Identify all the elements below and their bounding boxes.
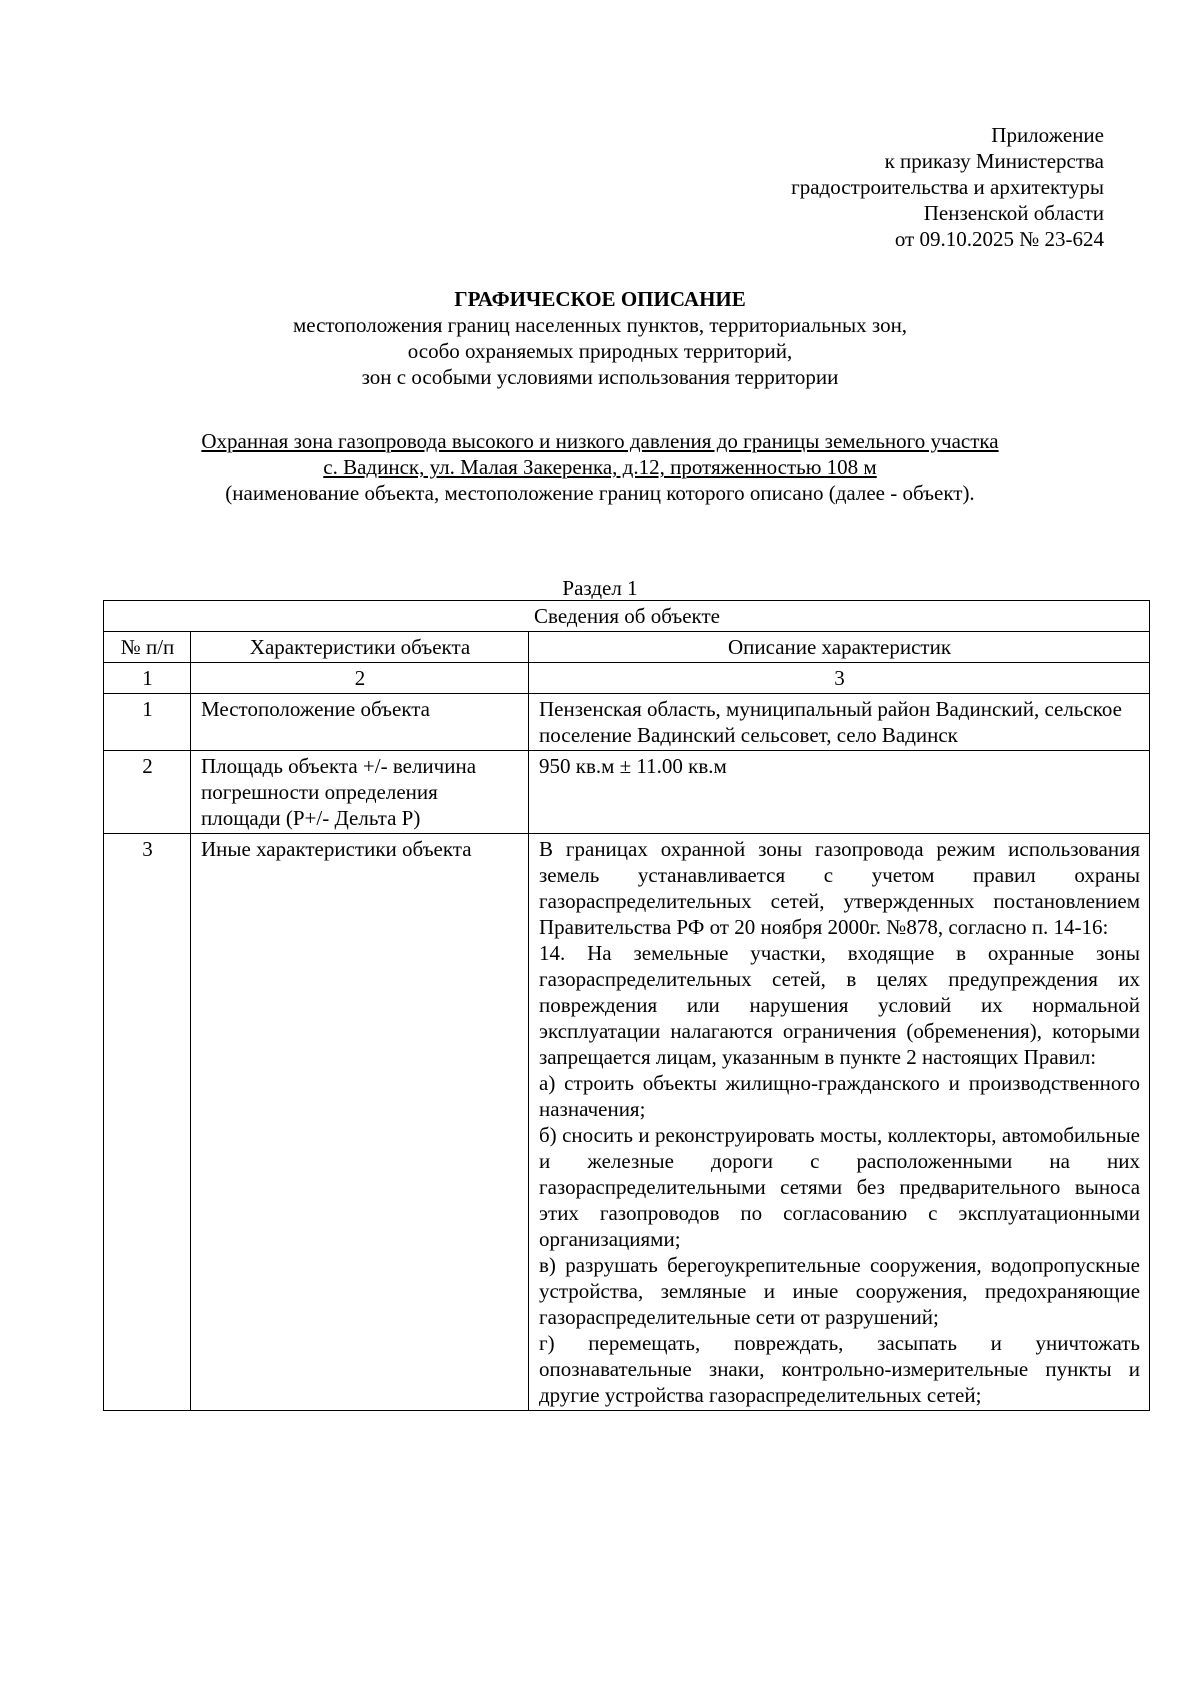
table-row: [104, 751, 1150, 834]
table-row: [104, 694, 1150, 751]
approval-line: Приложение: [991, 123, 1104, 147]
column-number-cell: 2: [191, 663, 529, 694]
row-description: Пензенская область, муниципальный район Вадинский, сельское поселение Вадинский сельсовет, село Вадинск: [529, 694, 1150, 751]
document-subtitle-line: особо охраняемых природных территорий,: [407, 339, 793, 363]
row-number: 3: [104, 834, 191, 1411]
table-row: [104, 834, 1150, 1411]
description-paragraph: В границах охранной зоны газопровода режим использования земель устанавливается с учетом правил охраны газораспределительных сетей, утвержденных постановлением Правительства РФ от 20 ноября 2000г. №878, согласно п. 14-16:: [539, 837, 1141, 939]
approval-line: градостроительства и архитектуры: [791, 175, 1104, 199]
approval-line: Пензенской области: [923, 201, 1104, 225]
document-heading: [100, 286, 1100, 390]
header-cell: № п/п: [104, 632, 191, 663]
description-paragraph: 14. На земельные участки, входящие в охранные зоны газораспределительных сетей, в целях предупреждения их повреждения или нарушения условий их нормальной эксплуатации налагаются ограничения (обременения), которыми запрещается лицам, указанным в пункте 2 настоящих Правил:: [539, 941, 1141, 1069]
approval-block: [584, 122, 1104, 252]
approval-date-number: от 09.10.2025 № 23-624: [894, 227, 1104, 251]
description-paragraph: а) строить объекты жилищно-гражданского и производственного назначения;: [539, 1071, 1141, 1121]
description-paragraph: г) перемещать, повреждать, засыпать и уничтожать опознавательные знаки, контрольно-измерительные пункты и другие устройства газораспределительных сетей;: [539, 1331, 1141, 1407]
table-title: Сведения об объекте: [104, 601, 1150, 632]
header-cell: Описание характеристик: [529, 632, 1150, 663]
object-caption: (наименование объекта, местоположение границ которого описано (далее - объект).: [225, 481, 975, 505]
section-label: Раздел 1: [562, 576, 638, 600]
approval-line: к приказу Министерства: [884, 149, 1104, 173]
header-cell: Характеристики объекта: [191, 632, 529, 663]
document-subtitle-line: местоположения границ населенных пунктов, территориальных зон,: [292, 313, 908, 337]
object-info-table: [103, 600, 1150, 1411]
row-number: 2: [104, 751, 191, 834]
column-number-row: [104, 663, 1150, 694]
row-number: 1: [104, 694, 191, 751]
object-name-line: с. Вадинск, ул. Малая Закеренка, д.12, протяженностью 108 м: [323, 455, 877, 479]
table-header-row: [104, 632, 1150, 663]
description-paragraph: в) разрушать берегоукрепительные сооружения, водопропускные устройства, земляные и иные сооружения, предохраняющие газораспределительные сети от разрушений;: [539, 1253, 1141, 1329]
description-paragraph: б) сносить и реконструировать мосты, коллекторы, автомобильные и железные дороги с расположенными на них газораспределительными сетями без предварительного выноса этих газопроводов по согласованию с эксплуатационными организациями;: [539, 1123, 1141, 1251]
document-title: ГРАФИЧЕСКОЕ ОПИСАНИЕ: [454, 287, 746, 311]
column-number-cell: 3: [529, 663, 1150, 694]
object-name-line: Охранная зона газопровода высокого и низкого давления до границы земельного участка: [201, 429, 999, 453]
table-title-row: [104, 601, 1150, 632]
row-description: [529, 834, 1150, 1411]
object-name-block: [100, 428, 1100, 506]
row-characteristic: Иные характеристики объекта: [191, 834, 529, 1411]
row-description: 950 кв.м ± 11.00 кв.м: [529, 751, 1150, 834]
row-characteristic: Площадь объекта +/- величина погрешности определения площади (P+/- Дельта P): [191, 751, 529, 834]
column-number-cell: 1: [104, 663, 191, 694]
document-subtitle-line: зон с особыми условиями использования территории: [361, 365, 839, 389]
row-characteristic: Местоположение объекта: [191, 694, 529, 751]
